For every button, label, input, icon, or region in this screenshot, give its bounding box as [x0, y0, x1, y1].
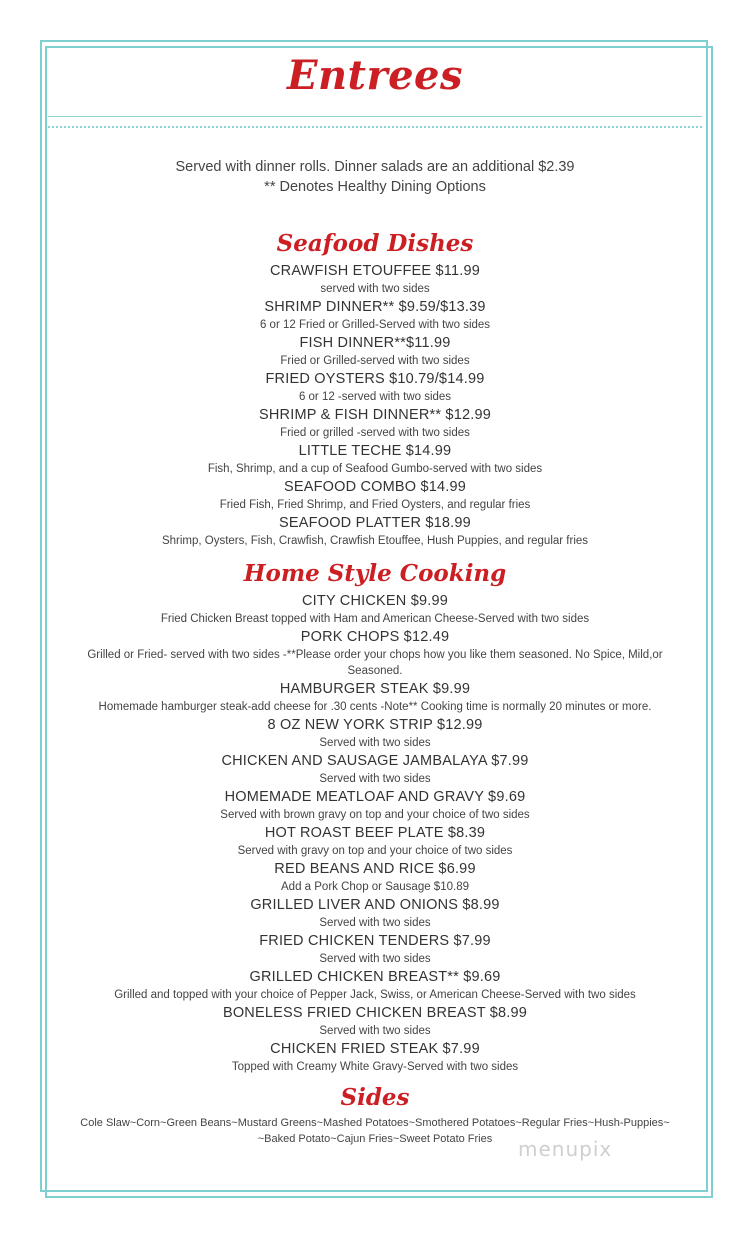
item-desc: Grilled or Fried- served with two sides -**Please order your chops how you like them seasoned. No Spice, Mild,or — [87, 649, 663, 661]
sides-line-2: ~Baked Potato~Cajun Fries~Sweet Potato Fries — [257, 1133, 493, 1145]
item-desc: Served with two sides — [319, 953, 431, 965]
item-name: LITTLE TECHE $14.99 — [298, 443, 452, 459]
sides-line-1: Cole Slaw~Corn~Green Beans~Mustard Greens~Mashed Potatoes~Smothered Potatoes~Regular Fries~Hush-Puppies~ — [80, 1117, 670, 1129]
watermark: menupix — [518, 1137, 613, 1161]
dotted-divider — [48, 126, 702, 128]
item-name: CITY CHICKEN $9.99 — [302, 593, 448, 609]
section-title-sides: Sides — [340, 1084, 410, 1111]
item-desc: Homemade hamburger steak-add cheese for .30 cents -Note** Cooking time is normally 20 minutes or more. — [98, 701, 652, 713]
page-title: Entrees — [286, 52, 464, 99]
item-desc: Add a Pork Chop or Sausage $10.89 — [281, 881, 469, 893]
item-desc: Served with two sides — [319, 773, 431, 785]
item-name: FISH DINNER**$11.99 — [299, 335, 451, 351]
menu-item — [60, 477, 690, 513]
item-desc: served with two sides — [320, 283, 430, 295]
menu-item — [60, 297, 690, 333]
item-desc: 6 or 12 -served with two sides — [298, 391, 452, 403]
item-name: SEAFOOD COMBO $14.99 — [283, 479, 467, 495]
item-desc: Served with brown gravy on top and your choice of two sides — [220, 809, 530, 821]
menu-item — [60, 513, 690, 549]
menu-item — [60, 369, 690, 405]
item-desc: Fried or grilled -served with two sides — [280, 427, 470, 439]
item-desc: Served with gravy on top and your choice of two sides — [237, 845, 513, 857]
menu-item — [60, 895, 690, 931]
menu-item — [60, 261, 690, 297]
menu-content — [60, 157, 690, 1147]
item-desc: Served with two sides — [319, 917, 431, 929]
item-desc: Fried Chicken Breast topped with Ham and American Cheese-Served with two sides — [160, 613, 590, 625]
menu-item — [60, 441, 690, 477]
item-name: FRIED CHICKEN TENDERS $7.99 — [259, 933, 491, 949]
item-desc-continued: Seasoned. — [347, 665, 403, 677]
homestyle-list — [60, 591, 690, 1075]
item-name: SEAFOOD PLATTER $18.99 — [279, 515, 471, 531]
item-name: HOMEMADE MEATLOAF AND GRAVY $9.69 — [224, 789, 526, 805]
item-name: 8 OZ NEW YORK STRIP $12.99 — [267, 717, 483, 733]
item-desc: Fried or Grilled-served with two sides — [280, 355, 470, 367]
section-title-home-style: Home Style Cooking — [243, 560, 507, 587]
menu-item — [60, 405, 690, 441]
item-name: CHICKEN FRIED STEAK $7.99 — [270, 1041, 480, 1057]
item-desc: Topped with Creamy White Gravy-Served with two sides — [231, 1061, 519, 1073]
item-name: HOT ROAST BEEF PLATE $8.39 — [264, 825, 486, 841]
seafood-list — [60, 261, 690, 549]
intro-line-1: Served with dinner rolls. Dinner salads are an additional $2.39 — [175, 159, 575, 175]
menu-item — [60, 679, 690, 715]
menu-item — [60, 787, 690, 823]
item-name: FRIED OYSTERS $10.79/$14.99 — [265, 371, 485, 387]
item-desc: Shrimp, Oysters, Fish, Crawfish, Crawfish Etouffee, Hush Puppies, and regular fries — [161, 535, 589, 547]
menu-item — [60, 859, 690, 895]
item-desc: Served with two sides — [319, 737, 431, 749]
menu-item — [60, 627, 690, 679]
item-name: CRAWFISH ETOUFFEE $11.99 — [270, 263, 480, 279]
item-name: HAMBURGER STEAK $9.99 — [279, 681, 471, 697]
menu-item — [60, 333, 690, 369]
menu-item — [60, 751, 690, 787]
item-name: GRILLED CHICKEN BREAST** $9.69 — [249, 969, 501, 985]
item-name: SHRIMP DINNER** $9.59/$13.39 — [264, 299, 486, 315]
menu-item — [60, 1039, 690, 1075]
menu-item — [60, 1003, 690, 1039]
item-desc: 6 or 12 Fried or Grilled-Served with two sides — [259, 319, 491, 331]
menu-item — [60, 823, 690, 859]
menu-item — [60, 591, 690, 627]
item-desc: Fish, Shrimp, and a cup of Seafood Gumbo-served with two sides — [207, 463, 543, 475]
item-name: SHRIMP & FISH DINNER** $12.99 — [259, 407, 491, 423]
intro-line-2: ** Denotes Healthy Dining Options — [264, 179, 486, 195]
section-title-seafood: Seafood Dishes — [276, 230, 474, 257]
menu-item — [60, 931, 690, 967]
menu-item — [60, 967, 690, 1003]
item-name: CHICKEN AND SAUSAGE JAMBALAYA $7.99 — [221, 753, 529, 769]
item-desc: Served with two sides — [319, 1025, 431, 1037]
item-name: PORK CHOPS $12.49 — [300, 629, 450, 645]
item-name: BONELESS FRIED CHICKEN BREAST $8.99 — [222, 1005, 528, 1021]
item-name: GRILLED LIVER AND ONIONS $8.99 — [250, 897, 500, 913]
item-desc: Grilled and topped with your choice of Pepper Jack, Swiss, or American Cheese-Served with two sides — [114, 989, 636, 1001]
title-rule — [48, 116, 702, 117]
item-name: RED BEANS AND RICE $6.99 — [274, 861, 476, 877]
item-desc: Fried Fish, Fried Shrimp, and Fried Oysters, and regular fries — [219, 499, 531, 511]
menu-item — [60, 715, 690, 751]
